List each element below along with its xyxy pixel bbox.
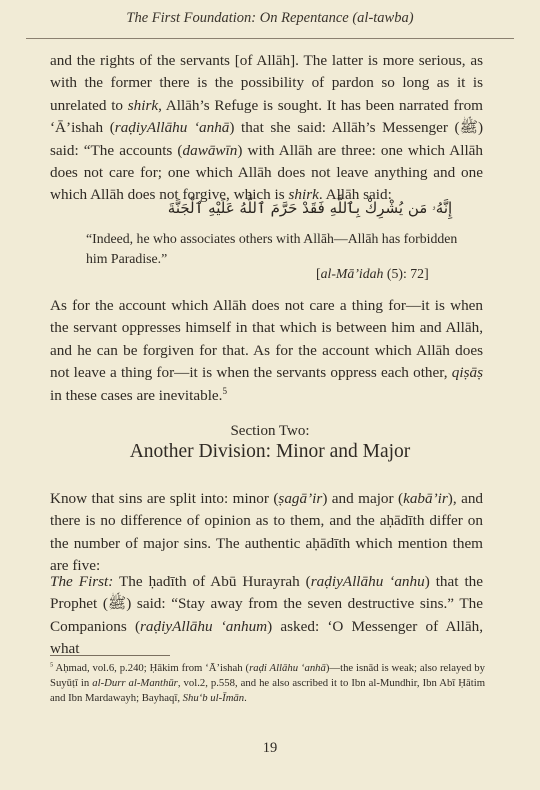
- running-header: The First Foundation: On Repentance (al-tawba): [126, 10, 414, 26]
- footnote-reference: 5: [222, 385, 228, 396]
- paragraph-minor-major: Know that sins are split into: minor (ṣagā’ir) and major (kabā’ir), and there is no difference of opinion as to them, and the aḥādīth differ on the number of major sins. The authentic aḥādīth which mention them are five:: [50, 490, 484, 575]
- section-title: Another Division: Minor and Major: [129, 441, 411, 462]
- section-label: Section Two:: [230, 423, 310, 439]
- paragraph-accounts: and the rights of the servants [of Allāh]. The latter is more serious, as with the former there is the possibility of pardon so long as it is unrelated to shirk, Allāh’s Refuge is sought. It has been narrated from ‘Ā’ishah (raḍiyAllāhu ‘anhā) that she said: Allāh’s Messenger (ﷺ) said: “The accounts (dawāwīn) with Allāh are three: one which Allāh does not care for; one which Allāh does not leave anything and one which Allāh does not forgive, which is shirk. Allāh said:: [50, 52, 483, 204]
- footnote: $^5$ Aḥmad, vol.6, p.240; Ḥākim from ‘Ā’ishah (raḍi Allāhu ‘anhā)—the isnād is weak; also relayed by Suyūṭī in al-Durr al-Manthūr, vol.2, p.558, and he also ascribed it to Ibn al-Mundhir, Ibn Abī Ḥātim and Ibn Mardawayh; Bayhaqī, Shu‘b ul-Īmān.: [50, 661, 486, 704]
- verse-translation: “Indeed, he who associates others with Allāh—Allāh has forbidden him Paradise.”: [86, 231, 458, 266]
- paragraph-first-hadith: The First: The ḥadīth of Abū Hurayrah (raḍiyAllāhu ‘anhu) that the Prophet (ﷺ) said: “Stay away from the seven destructive sins.” The Companions (raḍiyAllāhu ‘anhum) asked: ‘O Messenger of Allāh, what: [50, 573, 483, 658]
- arabic-verse: إِنَّهُۥ مَن يُشْرِكْ بِٱللَّهِ فَقَدْ حَرَّمَ ٱللَّهُ عَلَيْهِ ٱلْجَنَّةَ: [167, 199, 453, 217]
- verse-citation: [al-Mā’idah (5): 72]: [316, 266, 429, 281]
- footnote-rule: [50, 655, 170, 656]
- header-rule: [26, 38, 514, 39]
- paragraph-account-explanation: As for the account which Allāh does not care a thing for—it is when the servant oppresses himself in that which is between him and Allāh, and he can be forgiven for that. As for the account which Allāh does not leave a thing for—it is when the servants oppress each other, qiṣāṣ in these cases are inevitable.$^5$: [50, 297, 483, 404]
- page-number: 19: [262, 740, 278, 756]
